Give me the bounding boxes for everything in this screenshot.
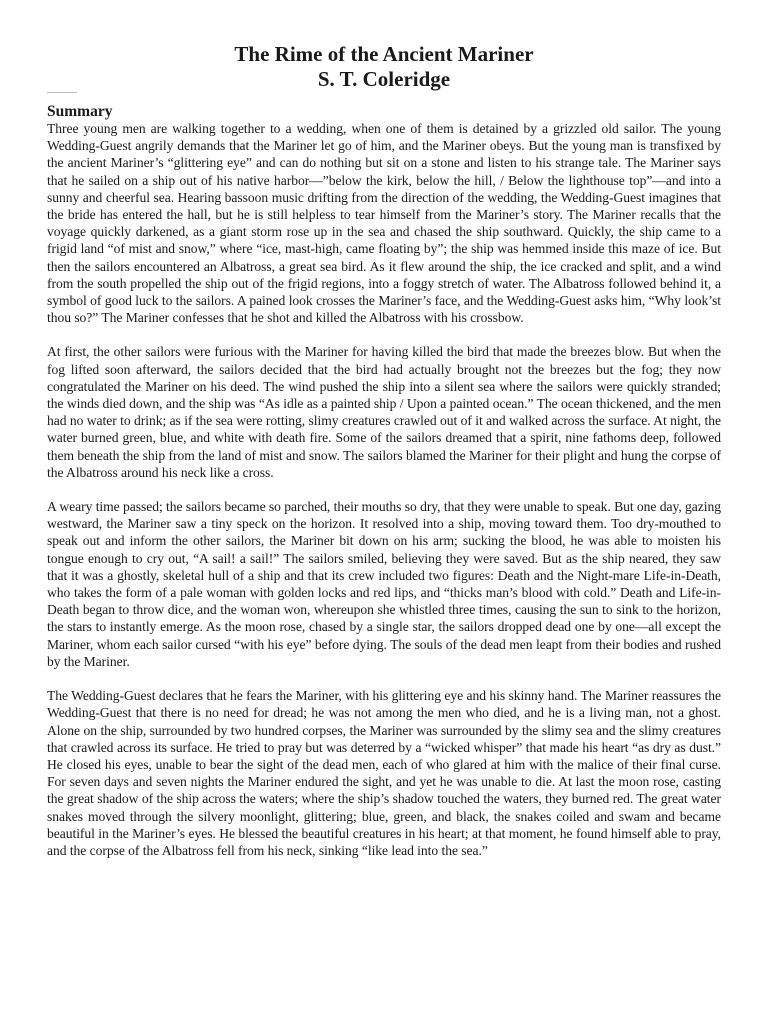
summary-paragraph-2: At first, the other sailors were furious with the Mariner for having killed the bird that made the breezes blow. But when the fog lifted soon afterward, the sailors decided that the bird had actually brought not the breezes but the fog; they now congratulated the Mariner on his deed. The wind pushed the ship into a silent sea where the sailors were quickly stranded; the winds died down, and the ship was “As idle as a painted ship / Upon a painted ocean.” The ocean thickened, and the men had no water to drink; as if the sea were rotting, slimy creatures crawled out of it and walked across the surface. At night, the water burned green, blue, and white with death fire. Some of the sailors dreamed that a spirit, nine fathoms deep, followed them beneath the ship from the land of mist and snow. The sailors blamed the Mariner for their plight and hung the corpse of the Albatross around his neck like a cross. [47,344,721,480]
document-page [47,42,721,859]
margin-mark [47,92,77,93]
section-heading-summary: Summary [47,103,113,120]
document-title: The Rime of the Ancient Mariner [234,42,534,66]
document-author: S. T. Coleridge [317,67,451,91]
summary-paragraph-1: Three young men are walking together to a wedding, when one of them is detained by a grizzled old sailor. The young Wedding-Guest angrily demands that the Mariner let go of him, and the Mariner obeys. But the young man is transfixed by the ancient Mariner’s “glittering eye” and can do nothing but sit on a stone and listen to his strange tale. The Mariner says that he sailed on a ship out of his native harbor—”below the kirk, below the hill, / Below the lighthouse top”—and into a sunny and cheerful sea. Hearing bassoon music drifting from the direction of the wedding, the Wedding-Guest imagines that the bride has entered the hall, but he is still helpless to tear himself from the Mariner’s story. The Mariner recalls that the voyage quickly darkened, as a giant storm rose up in the sea and chased the ship southward. Quickly, the ship came to a frigid land “of mist and snow,” where “ice, mast-high, came floating by”; the ship was hemmed inside this maze of ice. But then the sailors encountered an Albatross, a great sea bird. As it flew around the ship, the ice cracked and split, and a wind from the south propelled the ship out of the frigid regions, into a foggy stretch of water. The Albatross followed behind it, a symbol of good luck to the sailors. A pained look crosses the Mariner’s face, and the Wedding-Guest asks him, “Why look’st thou so?” The Mariner confesses that he shot and killed the Albatross with his crossbow. [47,121,721,326]
summary-paragraph-3: A weary time passed; the sailors became so parched, their mouths so dry, that they were unable to speak. But one day, gazing westward, the Mariner saw a tiny speck on the horizon. It resolved into a ship, moving toward them. Too dry-mouthed to speak out and inform the other sailors, the Mariner bit down on his arm; sucking the blood, he was able to moisten his tongue enough to cry out, “A sail! a sail!” The sailors smiled, believing they were saved. But as the ship neared, they saw that it was a ghostly, skeletal hull of a ship and that its crew included two figures: Death and the Night-mare Life-in-Death, who takes the form of a pale woman with golden locks and red lips, and “thicks man’s blood with cold.” Death and Life-in-Death began to throw dice, and the woman won, whereupon she whistled three times, causing the sun to sink to the horizon, the stars to instantly emerge. As the moon rose, chased by a single star, the sailors dropped dead one by one—all except the Mariner, whom each sailor cursed “with his eye” before dying. The souls of the dead men leapt from their bodies and rushed by the Mariner. [47,499,721,669]
summary-paragraph-4: The Wedding-Guest declares that he fears the Mariner, with his glittering eye and his skinny hand. The Mariner reassures the Wedding-Guest that there is no need for dread; he was not among the men who died, and he is a living man, not a ghost. Alone on the ship, surrounded by two hundred corpses, the Mariner was surrounded by the slimy sea and the slimy creatures that crawled across its surface. He tried to pray but was deterred by a “wicked whisper” that made his heart “as dry as dust.” He closed his eyes, unable to bear the sight of the dead men, each of who glared at him with the malice of their final curse. For seven days and seven nights the Mariner endured the sight, and yet he was unable to die. At last the moon rose, casting the great shadow of the ship across the waters; where the ship’s shadow touched the waters, they burned red. The great water snakes moved through the silvery moonlight, glittering; blue, green, and black, the snakes coiled and swam and became beautiful in the Mariner’s eyes. He blessed the beautiful creatures in his heart; at that moment, he found himself able to pray, and the corpse of the Albatross fell from his neck, sinking “like lead into the sea.” [47,688,721,858]
